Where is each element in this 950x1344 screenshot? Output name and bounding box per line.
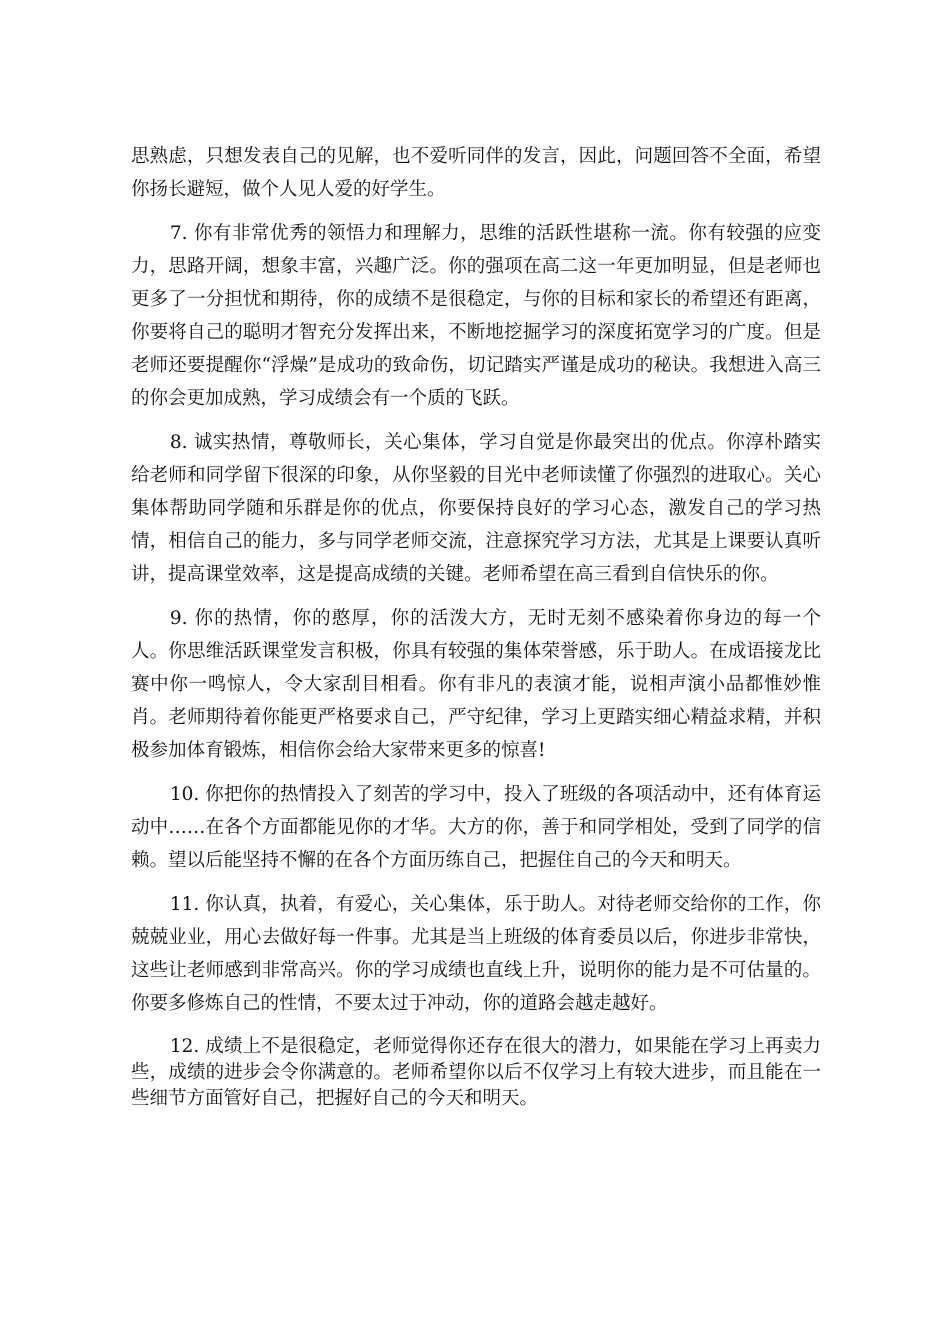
comment-item-7: 7. 你有非常优秀的领悟力和理解力，思维的活跃性堪称一流。你有较强的应变力，思路开阔，想象丰富，兴趣广泛。你的强项在高二这一年更加明显，但是老师也更多了一分担忧和期待，你的成绩不是很稳定，与你的目标和家长的希望还有距离，你要将自己的聪明才智充分发挥出来，不断地挖掘学习的深度拓宽学习的广度。但是老师还要提醒你“浮燥”是成功的致命伤，切记踏实严谨是成功的秘诀。我想进入高三的你会更加成熟，学习成绩会有一个质的飞跃。: [131, 223, 821, 409]
comment-item-9: 9. 你的热情，你的憨厚，你的活泼大方，无时无刻不感染着你身边的每一个人。你思维活跃课堂发言积极，你具有较强的集体荣誉感，乐于助人。在成语接龙比赛中你一鸣惊人，令大家刮目相看。你有非凡的表演才能，说相声演小品都惟妙惟肖。老师期待着你能更严格要求自己，严守纪律，学习上更踏实细心精益求精，并积极参加体育锻炼，相信你会给大家带来更多的惊喜!: [131, 608, 821, 761]
comment-item-12: 12. 成绩上不是很稳定，老师觉得你还存在很大的潜力，如果能在学习上再卖力些，成绩的进步会令你满意的。老师希望你以后不仅学习上有较大进步，而且能在一些细节方面管好自己，把握好自己的今天和明天。: [131, 1036, 821, 1109]
comment-item-10: 10. 你把你的热情投入了刻苦的学习中，投入了班级的各项活动中，还有体育运动中……在各个方面都能见你的才华。大方的你，善于和同学相处，受到了同学的信赖。望以后能坚持不懈的在各个方面历练自己，把握住自己的今天和明天。: [131, 784, 821, 871]
comment-item-11: 11. 你认真，执着，有爱心，关心集体，乐于助人。对待老师交给你的工作，你兢兢业业，用心去做好每一件事。尤其是当上班级的体育委员以后，你进步非常快，这些让老师感到非常高兴。你的学习成绩也直线上升，说明你的能力是不可估量的。你要多修炼自己的性情，不要太过于冲动，你的道路会越走越好。: [131, 894, 821, 1014]
paragraph-continuation: 思熟虑，只想发表自己的见解，也不爱听同伴的发言，因此，问题回答不全面，希望你扬长避短，做个人见人爱的好学生。: [131, 146, 821, 200]
comment-item-8: 8. 诚实热情，尊敬师长，关心集体，学习自觉是你最突出的优点。你淳朴踏实给老师和同学留下很深的印象，从你坚毅的目光中老师读懂了你强烈的进取心。关心集体帮助同学随和乐群是你的优点，你要保持良好的学习心态，激发自己的学习热情，相信自己的能力，多与同学老师交流，注意探究学习方法，尤其是上课要认真听讲，提高课堂效率，这是提高成绩的关键。老师希望在高三看到自信快乐的你。: [131, 432, 821, 585]
document-body: [131, 140, 821, 1112]
